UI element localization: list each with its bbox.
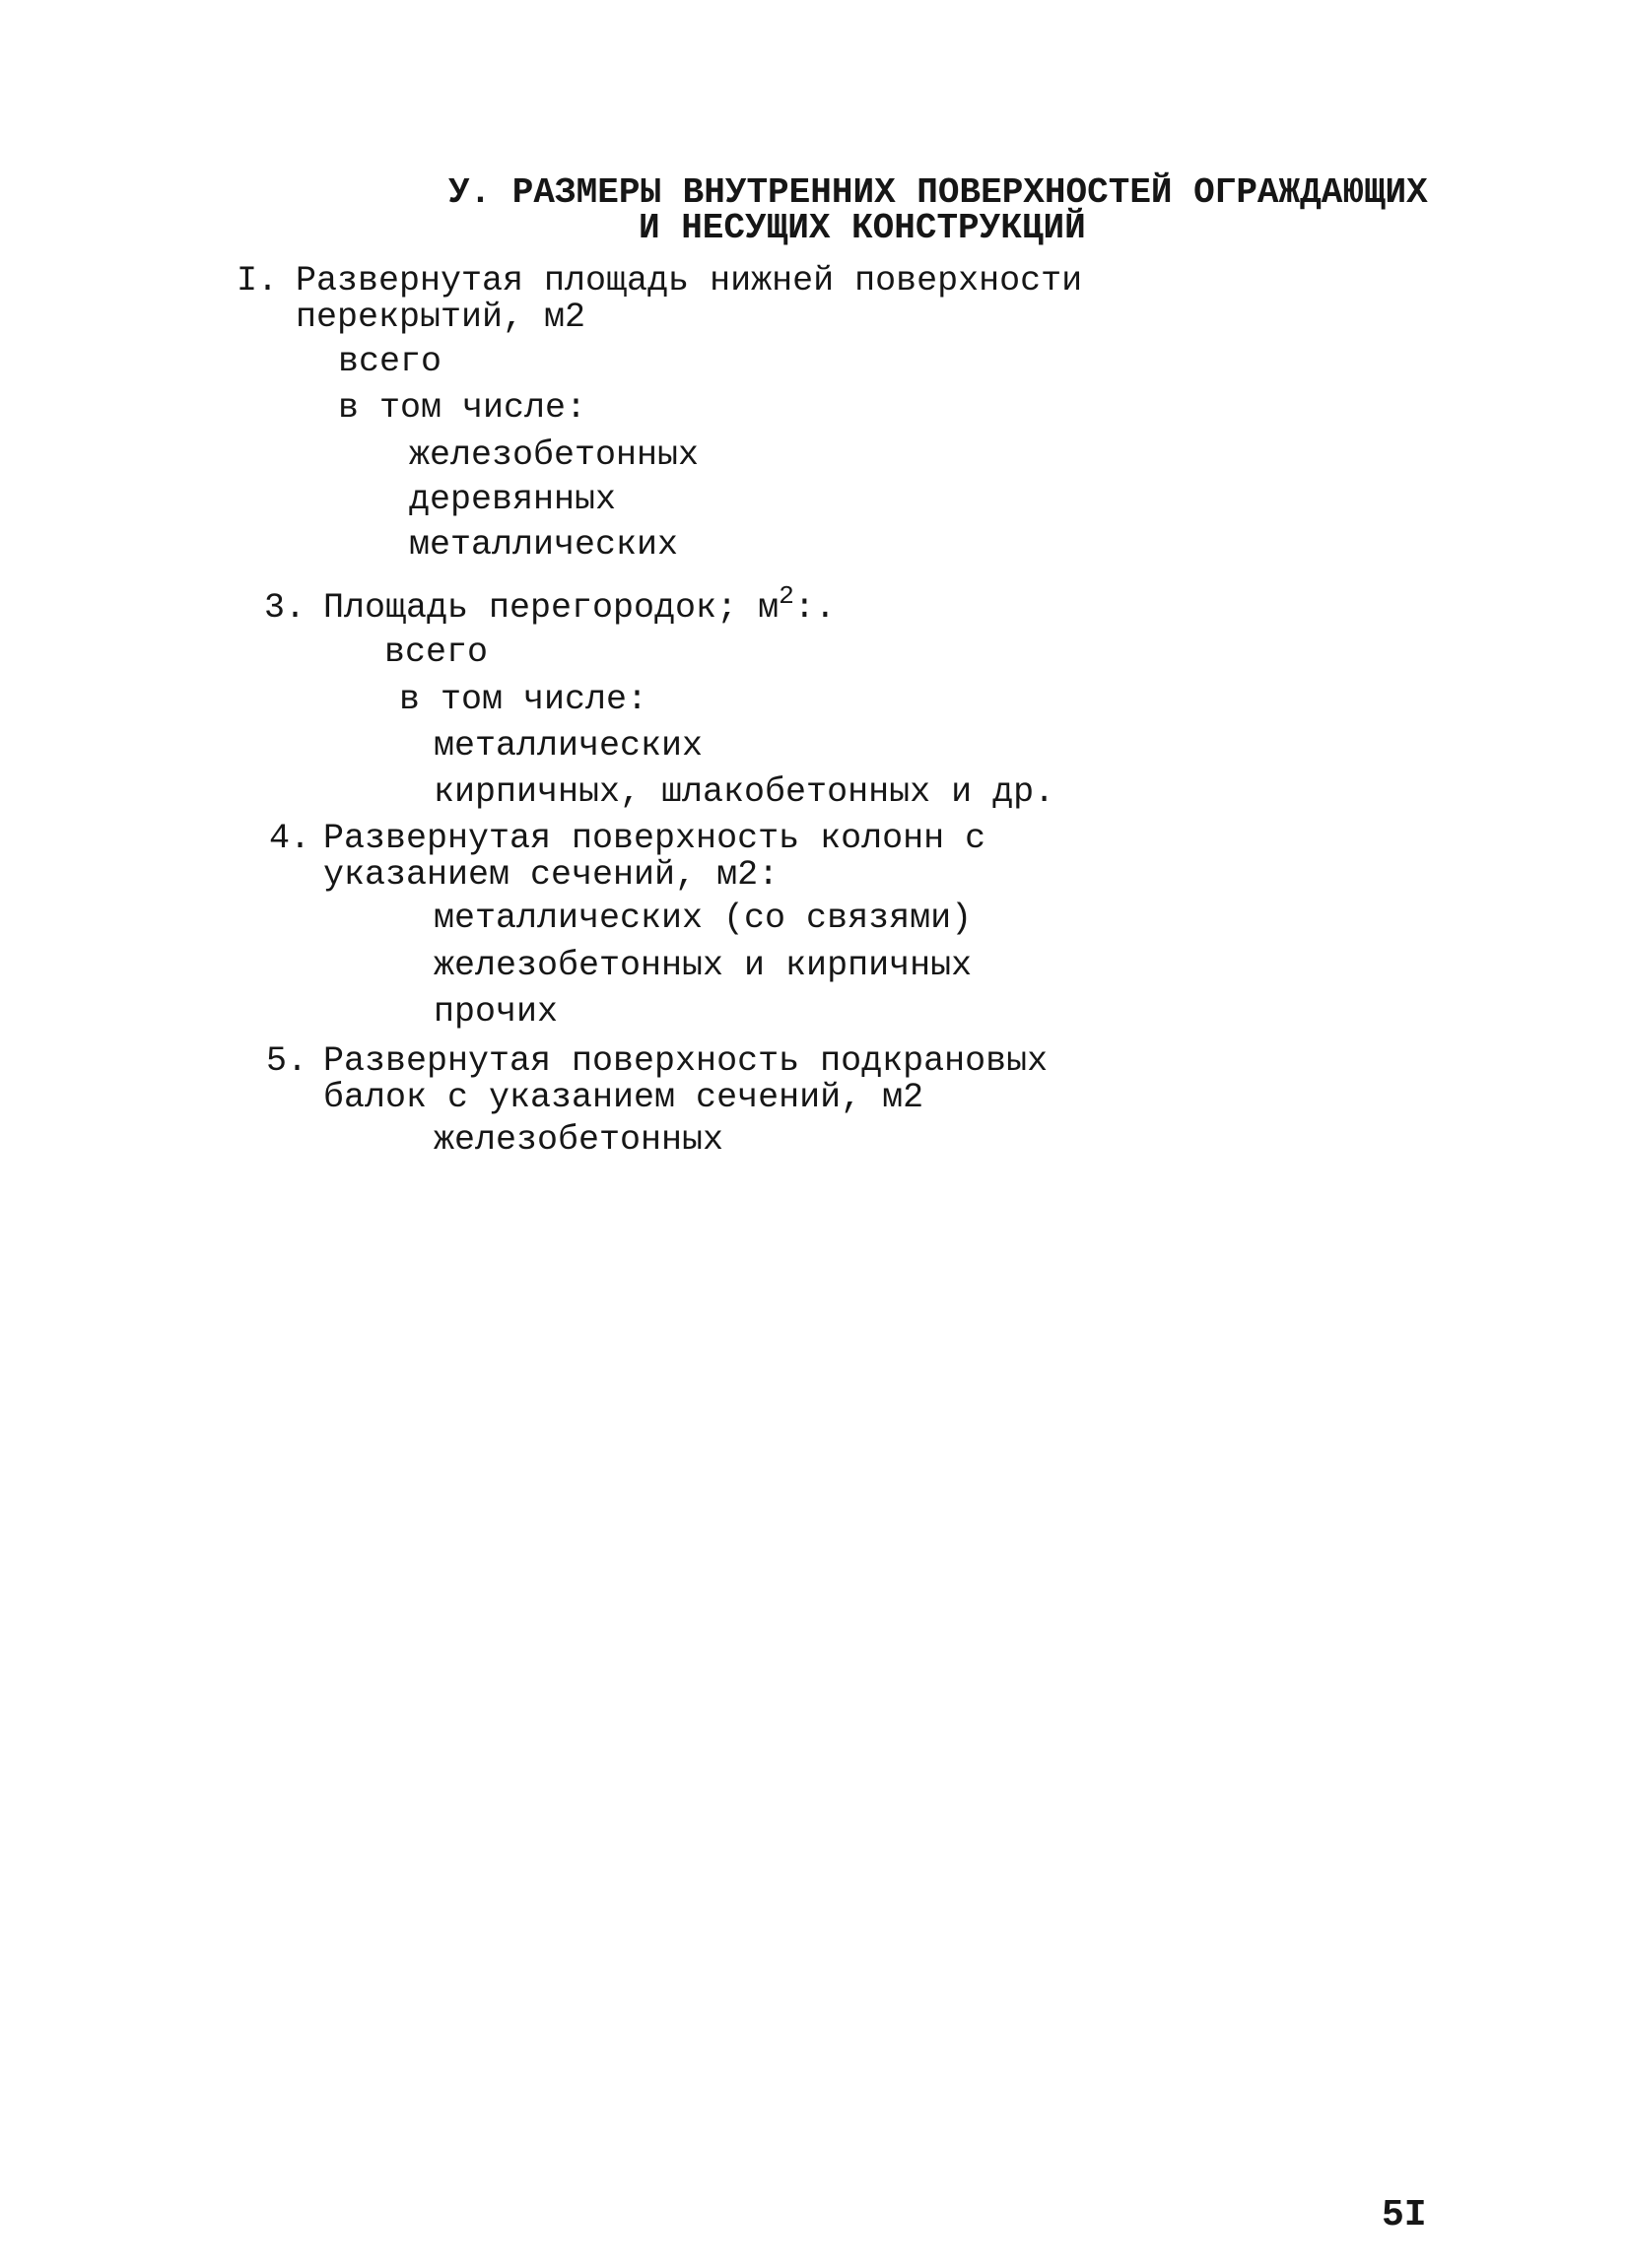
item1-including: в том числе: xyxy=(338,388,587,428)
item4-number: 4. xyxy=(269,819,311,858)
item3-number: 3. xyxy=(264,588,306,628)
item1-sub2: деревянных xyxy=(409,480,617,519)
item3-text: Площадь перегородок; м xyxy=(323,588,780,628)
item4-line1: Развернутая поверхность колонн с xyxy=(323,819,986,858)
item1-sub1: железобетонных xyxy=(409,435,700,475)
section-title-line2: И НЕСУЩИХ КОНСТРУКЦИЙ xyxy=(639,208,1086,248)
item1-sub3: металлических xyxy=(409,525,679,565)
item5-line1: Развернутая поверхность подкрановых xyxy=(323,1041,1049,1081)
item1-total: всего xyxy=(338,342,442,381)
item4-sub3: прочих xyxy=(434,992,559,1032)
item1-line2: перекрытий, м2 xyxy=(296,298,586,337)
item3-line xyxy=(323,580,836,628)
item3-sub2: кирпичных, шлакобетонных и др. xyxy=(434,772,1055,812)
item4-sub2: железобетонных и кирпичных xyxy=(434,946,973,985)
item3-sub1: металлических xyxy=(434,726,704,766)
item3-including: в том числе: xyxy=(399,680,648,719)
section-title-line1: У. РАЗМЕРЫ ВНУТРЕННИХ ПОВЕРХНОСТЕЙ ОГРАЖДАЮЩИХ xyxy=(448,172,1428,213)
item3-total: всего xyxy=(384,633,489,672)
item5-number: 5. xyxy=(266,1041,308,1081)
item5-sub1: железобетонных xyxy=(434,1120,724,1160)
item3-superscript: 2 xyxy=(779,580,794,611)
page-number: 5I xyxy=(1382,2194,1427,2236)
item4-sub1: металлических (со связями) xyxy=(434,899,973,938)
item1-line1: Развернутая площадь нижней поверхности xyxy=(296,261,1083,300)
item3-tail: :. xyxy=(793,588,836,628)
item1-number: I. xyxy=(237,261,279,300)
item5-line2: балок с указанием сечений, м2 xyxy=(323,1078,924,1117)
item4-line2: указанием сечений, м2: xyxy=(323,855,780,895)
